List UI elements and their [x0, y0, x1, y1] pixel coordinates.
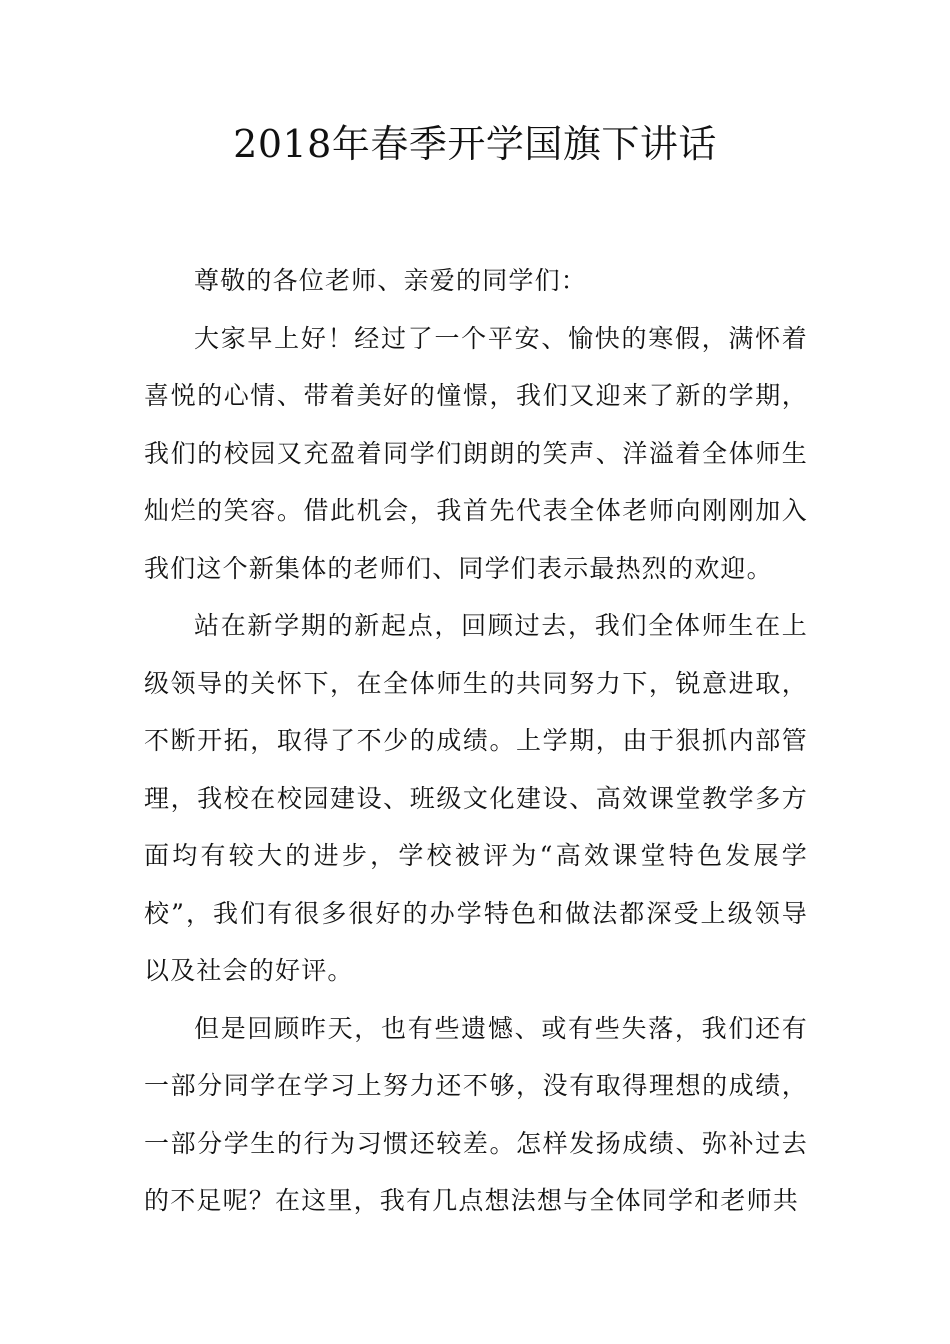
document-title: 2018年春季开学国旗下讲话	[233, 122, 717, 166]
paragraph-review: 站在新学期的新起点，回顾过去，我们全体师生在上级领导的关怀下，在全体师生的共同努力下，锐意进取，不断开拓，取得了不少的成绩。上学期，由于狠抓内部管理，我校在校园建设、班级文化建设、高效课堂教学多方面均有较大的进步，学校被评为“高效课堂特色发展学校”，我们有很多很好的办学特色和做法都深受上级领导以及社会的好评。	[144, 611, 808, 985]
document-body	[144, 252, 808, 1230]
paragraph-reflection: 但是回顾昨天，也有些遗憾、或有些失落，我们还有一部分同学在学习上努力还不够，没有取得理想的成绩，一部分学生的行为习惯还较差。怎样发扬成绩、弥补过去的不足呢？在这里，我有几点想法想与全体同学和老师共	[144, 1013, 808, 1215]
paragraph-greeting: 尊敬的各位老师、亲爱的同学们：	[194, 266, 588, 295]
paragraph-welcome: 大家早上好！经过了一个平安、愉快的寒假，满怀着喜悦的心情、带着美好的憧憬，我们又迎来了新的学期，我们的校园又充盈着同学们朗朗的笑声、洋溢着全体师生灿烂的笑容。借此机会，我首先代表全体老师向刚刚加入我们这个新集体的老师们、同学们表示最热烈的欢迎。	[144, 323, 808, 583]
